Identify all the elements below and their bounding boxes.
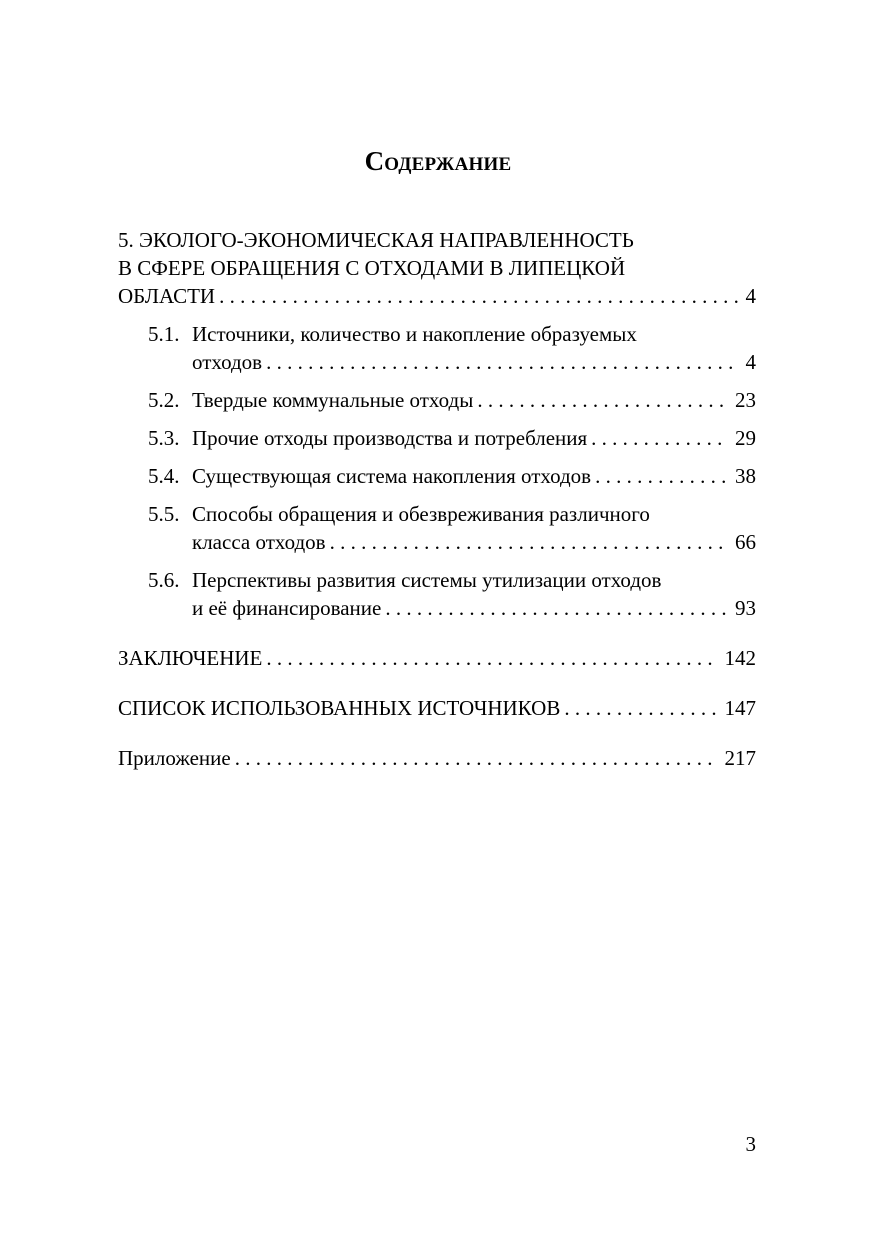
- toc-page-number: 38: [735, 464, 756, 488]
- toc-references-line: [118, 694, 756, 722]
- toc-section-5-6[interactable]: [118, 566, 756, 622]
- toc-page-number: 147: [724, 696, 756, 720]
- toc-page-number: 4: [745, 350, 756, 374]
- toc-chapter-5[interactable]: [118, 226, 756, 310]
- toc-references[interactable]: [118, 694, 756, 722]
- toc-section-number: 5.4.: [148, 464, 180, 488]
- leader-dots: [215, 282, 737, 310]
- leader-dots: [381, 594, 727, 622]
- toc-section-label: отходов: [192, 350, 263, 374]
- toc-page-number: 93: [735, 596, 756, 620]
- toc-section-line: Способы обращения и обезвреживания различного: [192, 502, 650, 526]
- toc-section-label: Твердые коммунальные отходы: [192, 388, 474, 412]
- page-number: 3: [745, 1132, 756, 1156]
- toc-section-5-2[interactable]: [118, 386, 756, 414]
- toc-chapter-label: ОБЛАСТИ: [118, 284, 216, 308]
- leader-dots: [262, 644, 716, 672]
- toc-section-lastline: [192, 462, 756, 490]
- toc-section-5-4[interactable]: [118, 462, 756, 490]
- toc-section-lastline: [192, 528, 756, 556]
- toc-page-number: 217: [724, 746, 756, 770]
- leader-dots: [326, 528, 727, 556]
- toc-page-number: 142: [724, 646, 756, 670]
- toc-conclusion[interactable]: [118, 644, 756, 672]
- toc-section-label: Прочие отходы производства и потребления: [192, 426, 588, 450]
- toc-chapter-lastline: [118, 282, 756, 310]
- toc-appendix-line: [118, 744, 756, 772]
- toc-page-number: 66: [735, 530, 756, 554]
- toc-section-number: 5.2.: [148, 388, 180, 412]
- toc-section-label: и её финансирование: [192, 596, 382, 620]
- toc-section-line: Источники, количество и накопление образуемых: [192, 322, 637, 346]
- toc-conclusion-line: [118, 644, 756, 672]
- toc-section-number: 5.5.: [148, 502, 180, 526]
- toc-section-number: 5.6.: [148, 568, 180, 592]
- toc-section-lastline: [192, 386, 756, 414]
- toc-section-label: Существующая система накопления отходов: [192, 464, 592, 488]
- toc-section-5-5[interactable]: [118, 500, 756, 556]
- toc-section-lastline: [192, 348, 756, 376]
- leader-dots: [473, 386, 727, 414]
- toc-section-line: Перспективы развития системы утилизации отходов: [192, 568, 662, 592]
- page-title: Содержание: [364, 146, 512, 176]
- leader-dots: [560, 694, 716, 722]
- toc-appendix[interactable]: [118, 744, 756, 772]
- leader-dots: [587, 424, 727, 452]
- toc-chapter-line: 5. ЭКОЛОГО-ЭКОНОМИЧЕСКАЯ НАПРАВЛЕННОСТЬ: [118, 228, 634, 252]
- leader-dots: [262, 348, 737, 376]
- table-of-contents: [118, 226, 756, 772]
- toc-references-label: СПИСОК ИСПОЛЬЗОВАННЫХ ИСТОЧНИКОВ: [118, 696, 561, 720]
- toc-section-lastline: [192, 594, 756, 622]
- toc-section-number: 5.3.: [148, 426, 180, 450]
- toc-appendix-label: Приложение: [118, 746, 231, 770]
- toc-section-label: класса отходов: [192, 530, 326, 554]
- toc-page-number: 23: [735, 388, 756, 412]
- toc-section-5-3[interactable]: [118, 424, 756, 452]
- toc-conclusion-label: ЗАКЛЮЧЕНИЕ: [118, 646, 263, 670]
- leader-dots: [231, 744, 717, 772]
- leader-dots: [591, 462, 727, 490]
- toc-chapter-line: В СФЕРЕ ОБРАЩЕНИЯ С ОТХОДАМИ В ЛИПЕЦКОЙ: [118, 256, 626, 280]
- toc-section-lastline: [192, 424, 756, 452]
- toc-section-5-1[interactable]: [118, 320, 756, 376]
- toc-section-number: 5.1.: [148, 322, 180, 346]
- toc-page-number: 29: [735, 426, 756, 450]
- toc-page-number: 4: [745, 284, 756, 308]
